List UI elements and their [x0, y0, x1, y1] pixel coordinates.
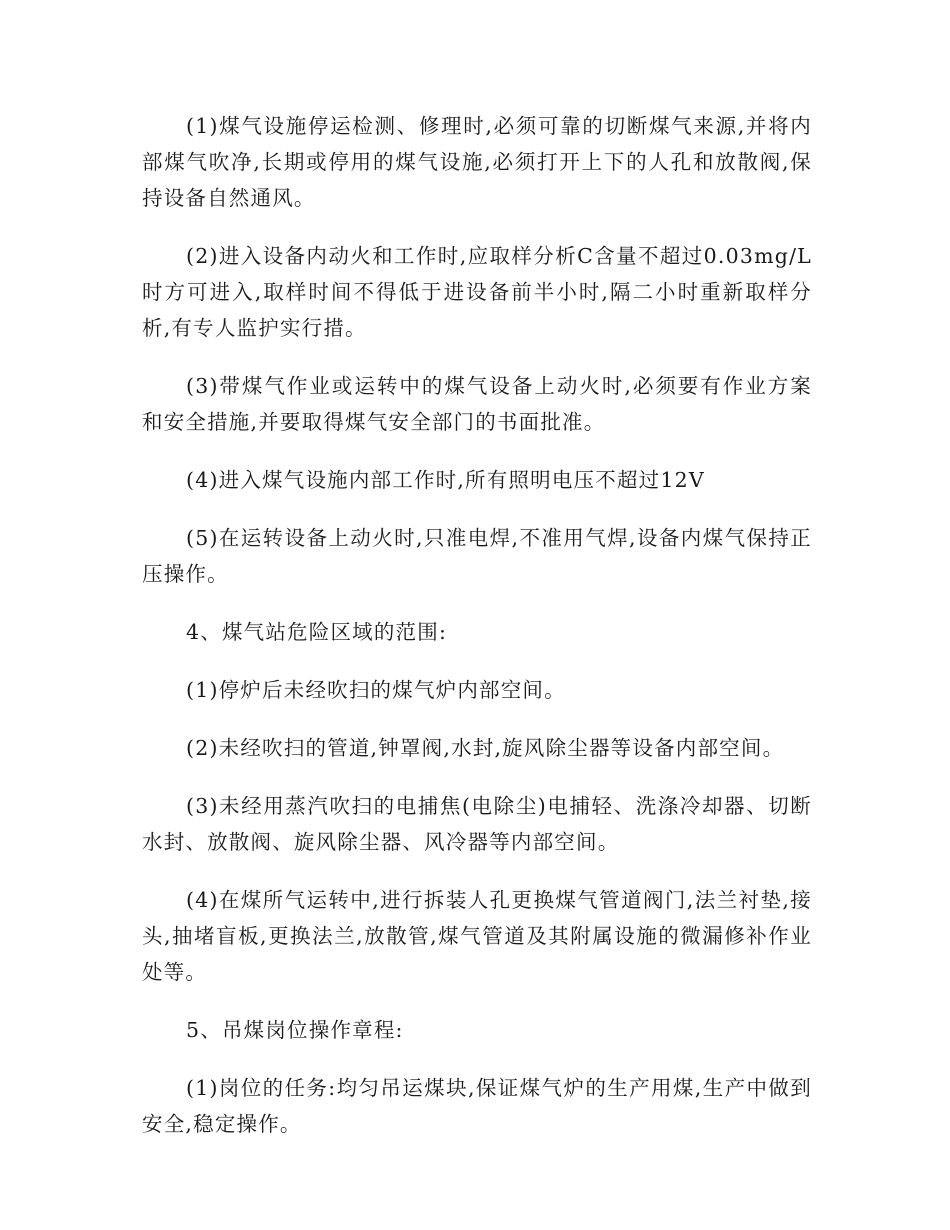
- paragraph: (4)在煤所气运转中,进行拆装人孔更换煤气管道阀门,法兰衬垫,接头,抽堵盲板,更换法兰,放散管,煤气管道及其附属设施的微漏修补作业处等。: [142, 888, 812, 984]
- paragraph: (5)在运转设备上动火时,只准电焊,不准用气焊,设备内煤气保持正压操作。: [142, 526, 812, 586]
- paragraph: (3)带煤气作业或运转中的煤气设备上动火时,必须要有作业方案和安全措施,并要取得煤气安全部门的书面批准。: [142, 374, 812, 434]
- paragraph: (3)未经用蒸汽吹扫的电捕焦(电除尘)电捕轻、洗涤冷却器、切断水封、放散阀、旋风除尘器、风冷器等内部空间。: [142, 794, 812, 854]
- paragraph: (1)岗位的任务:均匀吊运煤块,保证煤气炉的生产用煤,生产中做到安全,稳定操作。: [142, 1076, 812, 1136]
- paragraph: (4)进入煤气设施内部工作时,所有照明电压不超过12V: [186, 468, 705, 492]
- paragraph: (2)进入设备内动火和工作时,应取样分析C含量不超过0.03mg/L时方可进入,取样时间不得低于进设备前半小时,隔二小时重新取样分析,有专人监护实行措。: [142, 244, 812, 340]
- paragraph: (2)未经吹扫的管道,钟罩阀,水封,旋风除尘器等设备内部空间。: [186, 736, 785, 760]
- section-heading: 5、吊煤岗位操作章程:: [186, 1018, 404, 1042]
- paragraph: (1)煤气设施停运检测、修理时,必须可靠的切断煤气来源,并将内部煤气吹净,长期或停用的煤气设施,必须打开上下的人孔和放散阀,保持设备自然通风。: [142, 114, 812, 210]
- document-body: [142, 108, 812, 1164]
- section-heading: 4、煤气站危险区域的范围:: [186, 620, 448, 644]
- paragraph: (1)停炉后未经吹扫的煤气炉内部空间。: [186, 678, 566, 702]
